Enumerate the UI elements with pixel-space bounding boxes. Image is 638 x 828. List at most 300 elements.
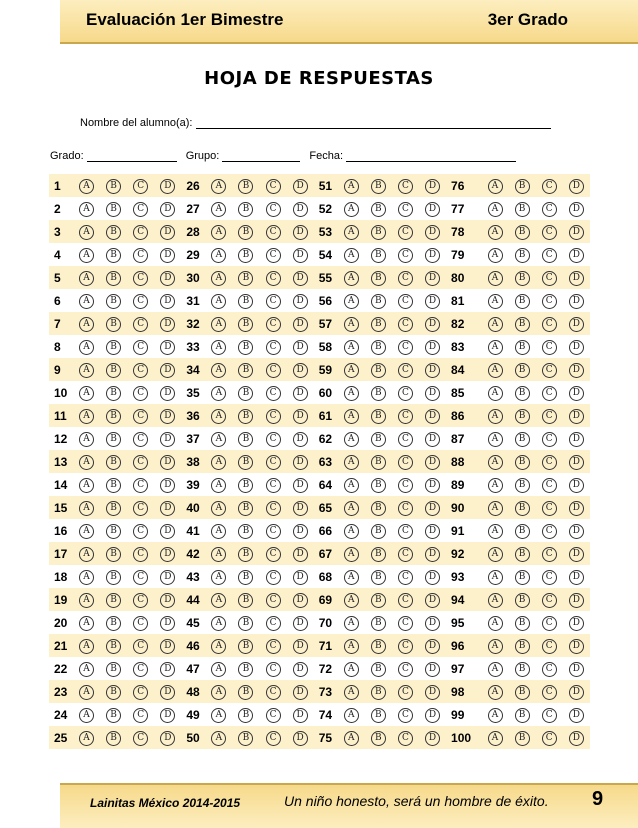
option-bubble-c[interactable]: C [398,501,413,516]
option-bubble-c[interactable]: C [266,363,281,378]
option-bubble-d[interactable]: D [293,524,308,539]
option-bubble-b[interactable]: B [515,685,530,700]
option-bubble-d[interactable]: D [425,179,440,194]
option-bubble-c[interactable]: C [542,524,557,539]
option-bubble-b[interactable]: B [106,616,121,631]
option-bubble-a[interactable]: A [488,409,503,424]
option-bubble-b[interactable]: B [515,708,530,723]
option-bubble-c[interactable]: C [398,363,413,378]
option-bubble-c[interactable]: C [133,225,148,240]
option-bubble-d[interactable]: D [293,202,308,217]
option-bubble-b[interactable]: B [515,386,530,401]
option-bubble-c[interactable]: C [266,455,281,470]
option-bubble-a[interactable]: A [344,386,359,401]
option-bubble-a[interactable]: A [211,708,226,723]
option-bubble-d[interactable]: D [160,340,175,355]
option-bubble-c[interactable]: C [133,271,148,286]
option-bubble-a[interactable]: A [344,317,359,332]
option-bubble-d[interactable]: D [569,685,584,700]
option-bubble-b[interactable]: B [106,731,121,746]
option-bubble-a[interactable]: A [79,386,94,401]
option-bubble-d[interactable]: D [160,570,175,585]
option-bubble-d[interactable]: D [160,685,175,700]
option-bubble-d[interactable]: D [569,409,584,424]
option-bubble-b[interactable]: B [238,317,253,332]
option-bubble-a[interactable]: A [488,547,503,562]
option-bubble-d[interactable]: D [293,708,308,723]
option-bubble-c[interactable]: C [398,225,413,240]
option-bubble-a[interactable]: A [211,225,226,240]
option-bubble-a[interactable]: A [488,294,503,309]
option-bubble-a[interactable]: A [488,639,503,654]
option-bubble-b[interactable]: B [371,662,386,677]
option-bubble-b[interactable]: B [515,593,530,608]
option-bubble-b[interactable]: B [106,432,121,447]
option-bubble-d[interactable]: D [569,570,584,585]
option-bubble-a[interactable]: A [344,248,359,263]
option-bubble-a[interactable]: A [488,708,503,723]
option-bubble-a[interactable]: A [211,478,226,493]
option-bubble-c[interactable]: C [266,317,281,332]
option-bubble-c[interactable]: C [398,409,413,424]
option-bubble-c[interactable]: C [133,593,148,608]
option-bubble-a[interactable]: A [344,708,359,723]
option-bubble-b[interactable]: B [371,708,386,723]
option-bubble-a[interactable]: A [344,524,359,539]
option-bubble-c[interactable]: C [542,501,557,516]
option-bubble-c[interactable]: C [398,432,413,447]
option-bubble-d[interactable]: D [425,455,440,470]
option-bubble-a[interactable]: A [79,478,94,493]
option-bubble-a[interactable]: A [211,317,226,332]
option-bubble-c[interactable]: C [266,731,281,746]
option-bubble-b[interactable]: B [238,455,253,470]
option-bubble-a[interactable]: A [488,570,503,585]
option-bubble-c[interactable]: C [398,248,413,263]
option-bubble-d[interactable]: D [293,294,308,309]
option-bubble-b[interactable]: B [106,294,121,309]
option-bubble-d[interactable]: D [160,731,175,746]
option-bubble-b[interactable]: B [106,501,121,516]
option-bubble-b[interactable]: B [371,639,386,654]
option-bubble-a[interactable]: A [344,731,359,746]
option-bubble-d[interactable]: D [293,363,308,378]
option-bubble-c[interactable]: C [398,570,413,585]
option-bubble-a[interactable]: A [488,202,503,217]
option-bubble-d[interactable]: D [425,248,440,263]
option-bubble-b[interactable]: B [371,179,386,194]
option-bubble-c[interactable]: C [398,731,413,746]
option-bubble-c[interactable]: C [133,547,148,562]
option-bubble-b[interactable]: B [238,639,253,654]
option-bubble-c[interactable]: C [542,639,557,654]
option-bubble-a[interactable]: A [344,547,359,562]
option-bubble-d[interactable]: D [293,593,308,608]
option-bubble-c[interactable]: C [266,616,281,631]
option-bubble-c[interactable]: C [133,432,148,447]
option-bubble-c[interactable]: C [542,271,557,286]
option-bubble-a[interactable]: A [344,225,359,240]
option-bubble-b[interactable]: B [106,340,121,355]
option-bubble-b[interactable]: B [371,478,386,493]
option-bubble-a[interactable]: A [344,363,359,378]
option-bubble-a[interactable]: A [344,409,359,424]
option-bubble-c[interactable]: C [133,455,148,470]
option-bubble-b[interactable]: B [371,248,386,263]
option-bubble-a[interactable]: A [79,662,94,677]
option-bubble-d[interactable]: D [425,202,440,217]
option-bubble-a[interactable]: A [211,639,226,654]
group-blank[interactable] [222,150,300,162]
option-bubble-b[interactable]: B [371,294,386,309]
option-bubble-d[interactable]: D [160,386,175,401]
option-bubble-c[interactable]: C [398,317,413,332]
option-bubble-b[interactable]: B [371,593,386,608]
option-bubble-b[interactable]: B [106,225,121,240]
option-bubble-c[interactable]: C [133,363,148,378]
option-bubble-b[interactable]: B [238,524,253,539]
option-bubble-b[interactable]: B [106,248,121,263]
option-bubble-a[interactable]: A [79,432,94,447]
option-bubble-a[interactable]: A [344,593,359,608]
option-bubble-b[interactable]: B [515,731,530,746]
option-bubble-b[interactable]: B [515,455,530,470]
option-bubble-c[interactable]: C [266,639,281,654]
option-bubble-c[interactable]: C [542,363,557,378]
option-bubble-d[interactable]: D [160,455,175,470]
option-bubble-d[interactable]: D [160,639,175,654]
option-bubble-a[interactable]: A [344,455,359,470]
date-blank[interactable] [346,150,516,162]
option-bubble-c[interactable]: C [133,639,148,654]
option-bubble-d[interactable]: D [425,501,440,516]
option-bubble-b[interactable]: B [515,639,530,654]
option-bubble-c[interactable]: C [266,271,281,286]
option-bubble-b[interactable]: B [515,317,530,332]
option-bubble-c[interactable]: C [542,455,557,470]
option-bubble-d[interactable]: D [425,685,440,700]
option-bubble-b[interactable]: B [371,570,386,585]
option-bubble-a[interactable]: A [211,294,226,309]
option-bubble-c[interactable]: C [398,294,413,309]
option-bubble-b[interactable]: B [371,386,386,401]
option-bubble-c[interactable]: C [398,616,413,631]
option-bubble-a[interactable]: A [211,616,226,631]
option-bubble-c[interactable]: C [398,662,413,677]
option-bubble-b[interactable]: B [371,271,386,286]
option-bubble-c[interactable]: C [266,248,281,263]
option-bubble-a[interactable]: A [488,662,503,677]
option-bubble-b[interactable]: B [515,179,530,194]
option-bubble-b[interactable]: B [515,432,530,447]
option-bubble-d[interactable]: D [293,317,308,332]
option-bubble-d[interactable]: D [425,225,440,240]
option-bubble-b[interactable]: B [515,202,530,217]
option-bubble-c[interactable]: C [266,570,281,585]
option-bubble-d[interactable]: D [160,662,175,677]
option-bubble-b[interactable]: B [515,662,530,677]
option-bubble-b[interactable]: B [238,363,253,378]
option-bubble-d[interactable]: D [425,478,440,493]
option-bubble-d[interactable]: D [569,432,584,447]
option-bubble-d[interactable]: D [160,478,175,493]
option-bubble-b[interactable]: B [371,432,386,447]
option-bubble-b[interactable]: B [371,524,386,539]
option-bubble-d[interactable]: D [293,478,308,493]
option-bubble-a[interactable]: A [211,501,226,516]
option-bubble-d[interactable]: D [425,662,440,677]
option-bubble-c[interactable]: C [133,340,148,355]
option-bubble-b[interactable]: B [371,317,386,332]
option-bubble-c[interactable]: C [398,455,413,470]
option-bubble-a[interactable]: A [488,317,503,332]
option-bubble-a[interactable]: A [488,248,503,263]
option-bubble-c[interactable]: C [266,294,281,309]
option-bubble-c[interactable]: C [133,731,148,746]
option-bubble-b[interactable]: B [106,639,121,654]
option-bubble-b[interactable]: B [238,432,253,447]
option-bubble-b[interactable]: B [238,225,253,240]
option-bubble-a[interactable]: A [211,570,226,585]
option-bubble-b[interactable]: B [238,708,253,723]
option-bubble-d[interactable]: D [293,662,308,677]
option-bubble-c[interactable]: C [133,708,148,723]
option-bubble-a[interactable]: A [211,685,226,700]
option-bubble-a[interactable]: A [488,386,503,401]
option-bubble-a[interactable]: A [79,225,94,240]
option-bubble-c[interactable]: C [133,524,148,539]
option-bubble-a[interactable]: A [211,455,226,470]
option-bubble-c[interactable]: C [133,317,148,332]
option-bubble-b[interactable]: B [515,294,530,309]
option-bubble-d[interactable]: D [160,202,175,217]
option-bubble-b[interactable]: B [515,547,530,562]
option-bubble-b[interactable]: B [106,547,121,562]
option-bubble-a[interactable]: A [211,731,226,746]
option-bubble-c[interactable]: C [542,409,557,424]
option-bubble-b[interactable]: B [371,501,386,516]
option-bubble-a[interactable]: A [79,547,94,562]
option-bubble-b[interactable]: B [515,478,530,493]
option-bubble-d[interactable]: D [293,731,308,746]
option-bubble-d[interactable]: D [293,547,308,562]
option-bubble-d[interactable]: D [293,685,308,700]
option-bubble-b[interactable]: B [238,409,253,424]
option-bubble-a[interactable]: A [79,639,94,654]
option-bubble-a[interactable]: A [488,501,503,516]
option-bubble-a[interactable]: A [79,363,94,378]
option-bubble-c[interactable]: C [542,294,557,309]
option-bubble-a[interactable]: A [211,248,226,263]
option-bubble-c[interactable]: C [398,708,413,723]
option-bubble-a[interactable]: A [211,432,226,447]
option-bubble-b[interactable]: B [238,294,253,309]
option-bubble-d[interactable]: D [425,340,440,355]
option-bubble-a[interactable]: A [488,478,503,493]
option-bubble-b[interactable]: B [371,202,386,217]
option-bubble-c[interactable]: C [133,179,148,194]
option-bubble-c[interactable]: C [266,662,281,677]
option-bubble-b[interactable]: B [238,685,253,700]
option-bubble-c[interactable]: C [542,708,557,723]
option-bubble-c[interactable]: C [266,593,281,608]
option-bubble-a[interactable]: A [488,616,503,631]
option-bubble-d[interactable]: D [160,432,175,447]
option-bubble-d[interactable]: D [160,501,175,516]
option-bubble-a[interactable]: A [344,432,359,447]
option-bubble-d[interactable]: D [160,708,175,723]
option-bubble-a[interactable]: A [79,248,94,263]
option-bubble-d[interactable]: D [569,524,584,539]
option-bubble-a[interactable]: A [211,386,226,401]
option-bubble-b[interactable]: B [515,524,530,539]
option-bubble-c[interactable]: C [133,501,148,516]
option-bubble-d[interactable]: D [293,570,308,585]
option-bubble-c[interactable]: C [542,685,557,700]
option-bubble-d[interactable]: D [425,432,440,447]
option-bubble-b[interactable]: B [106,524,121,539]
option-bubble-b[interactable]: B [515,409,530,424]
option-bubble-a[interactable]: A [344,294,359,309]
option-bubble-c[interactable]: C [133,294,148,309]
option-bubble-b[interactable]: B [371,547,386,562]
option-bubble-a[interactable]: A [488,432,503,447]
option-bubble-c[interactable]: C [398,524,413,539]
option-bubble-c[interactable]: C [398,179,413,194]
option-bubble-a[interactable]: A [79,616,94,631]
option-bubble-c[interactable]: C [133,616,148,631]
option-bubble-b[interactable]: B [106,662,121,677]
option-bubble-b[interactable]: B [371,731,386,746]
option-bubble-b[interactable]: B [106,271,121,286]
option-bubble-c[interactable]: C [398,340,413,355]
option-bubble-a[interactable]: A [488,363,503,378]
option-bubble-b[interactable]: B [371,340,386,355]
option-bubble-c[interactable]: C [398,685,413,700]
option-bubble-c[interactable]: C [398,547,413,562]
option-bubble-d[interactable]: D [160,248,175,263]
option-bubble-d[interactable]: D [569,616,584,631]
option-bubble-b[interactable]: B [106,478,121,493]
option-bubble-c[interactable]: C [542,731,557,746]
option-bubble-d[interactable]: D [569,363,584,378]
option-bubble-c[interactable]: C [542,248,557,263]
option-bubble-b[interactable]: B [106,317,121,332]
option-bubble-c[interactable]: C [542,616,557,631]
option-bubble-d[interactable]: D [569,662,584,677]
option-bubble-a[interactable]: A [488,271,503,286]
option-bubble-c[interactable]: C [398,271,413,286]
option-bubble-d[interactable]: D [425,271,440,286]
option-bubble-d[interactable]: D [160,616,175,631]
option-bubble-d[interactable]: D [160,409,175,424]
option-bubble-c[interactable]: C [266,501,281,516]
option-bubble-b[interactable]: B [515,616,530,631]
option-bubble-a[interactable]: A [488,179,503,194]
option-bubble-b[interactable]: B [106,409,121,424]
option-bubble-d[interactable]: D [569,386,584,401]
option-bubble-d[interactable]: D [160,547,175,562]
option-bubble-b[interactable]: B [238,179,253,194]
option-bubble-d[interactable]: D [293,639,308,654]
option-bubble-b[interactable]: B [515,225,530,240]
option-bubble-c[interactable]: C [542,547,557,562]
option-bubble-c[interactable]: C [542,202,557,217]
option-bubble-b[interactable]: B [238,202,253,217]
option-bubble-c[interactable]: C [542,317,557,332]
option-bubble-a[interactable]: A [211,662,226,677]
option-bubble-b[interactable]: B [238,271,253,286]
option-bubble-b[interactable]: B [371,409,386,424]
option-bubble-a[interactable]: A [79,202,94,217]
option-bubble-a[interactable]: A [344,639,359,654]
option-bubble-d[interactable]: D [569,547,584,562]
option-bubble-a[interactable]: A [344,685,359,700]
option-bubble-c[interactable]: C [133,386,148,401]
option-bubble-d[interactable]: D [293,409,308,424]
option-bubble-a[interactable]: A [211,593,226,608]
option-bubble-a[interactable]: A [488,685,503,700]
option-bubble-d[interactable]: D [160,363,175,378]
option-bubble-c[interactable]: C [133,570,148,585]
option-bubble-d[interactable]: D [160,524,175,539]
option-bubble-c[interactable]: C [266,409,281,424]
option-bubble-d[interactable]: D [569,202,584,217]
option-bubble-a[interactable]: A [488,455,503,470]
option-bubble-c[interactable]: C [266,202,281,217]
option-bubble-d[interactable]: D [569,731,584,746]
option-bubble-c[interactable]: C [266,524,281,539]
option-bubble-d[interactable]: D [425,317,440,332]
option-bubble-b[interactable]: B [238,662,253,677]
option-bubble-b[interactable]: B [106,708,121,723]
option-bubble-d[interactable]: D [569,317,584,332]
option-bubble-b[interactable]: B [106,386,121,401]
option-bubble-b[interactable]: B [515,570,530,585]
option-bubble-c[interactable]: C [542,570,557,585]
option-bubble-d[interactable]: D [160,317,175,332]
option-bubble-b[interactable]: B [371,225,386,240]
option-bubble-b[interactable]: B [238,731,253,746]
option-bubble-d[interactable]: D [293,225,308,240]
option-bubble-d[interactable]: D [425,570,440,585]
option-bubble-a[interactable]: A [488,225,503,240]
option-bubble-d[interactable]: D [160,179,175,194]
option-bubble-c[interactable]: C [542,179,557,194]
option-bubble-d[interactable]: D [569,340,584,355]
option-bubble-d[interactable]: D [569,501,584,516]
grade-blank[interactable] [87,150,177,162]
option-bubble-a[interactable]: A [211,271,226,286]
option-bubble-a[interactable]: A [211,179,226,194]
option-bubble-d[interactable]: D [293,179,308,194]
option-bubble-d[interactable]: D [425,386,440,401]
option-bubble-d[interactable]: D [160,225,175,240]
option-bubble-b[interactable]: B [515,271,530,286]
option-bubble-d[interactable]: D [425,524,440,539]
option-bubble-a[interactable]: A [79,524,94,539]
option-bubble-c[interactable]: C [266,225,281,240]
option-bubble-a[interactable]: A [79,708,94,723]
option-bubble-c[interactable]: C [266,708,281,723]
option-bubble-c[interactable]: C [133,409,148,424]
option-bubble-a[interactable]: A [344,202,359,217]
option-bubble-d[interactable]: D [569,294,584,309]
option-bubble-b[interactable]: B [106,202,121,217]
option-bubble-d[interactable]: D [293,271,308,286]
option-bubble-c[interactable]: C [133,202,148,217]
option-bubble-d[interactable]: D [425,639,440,654]
